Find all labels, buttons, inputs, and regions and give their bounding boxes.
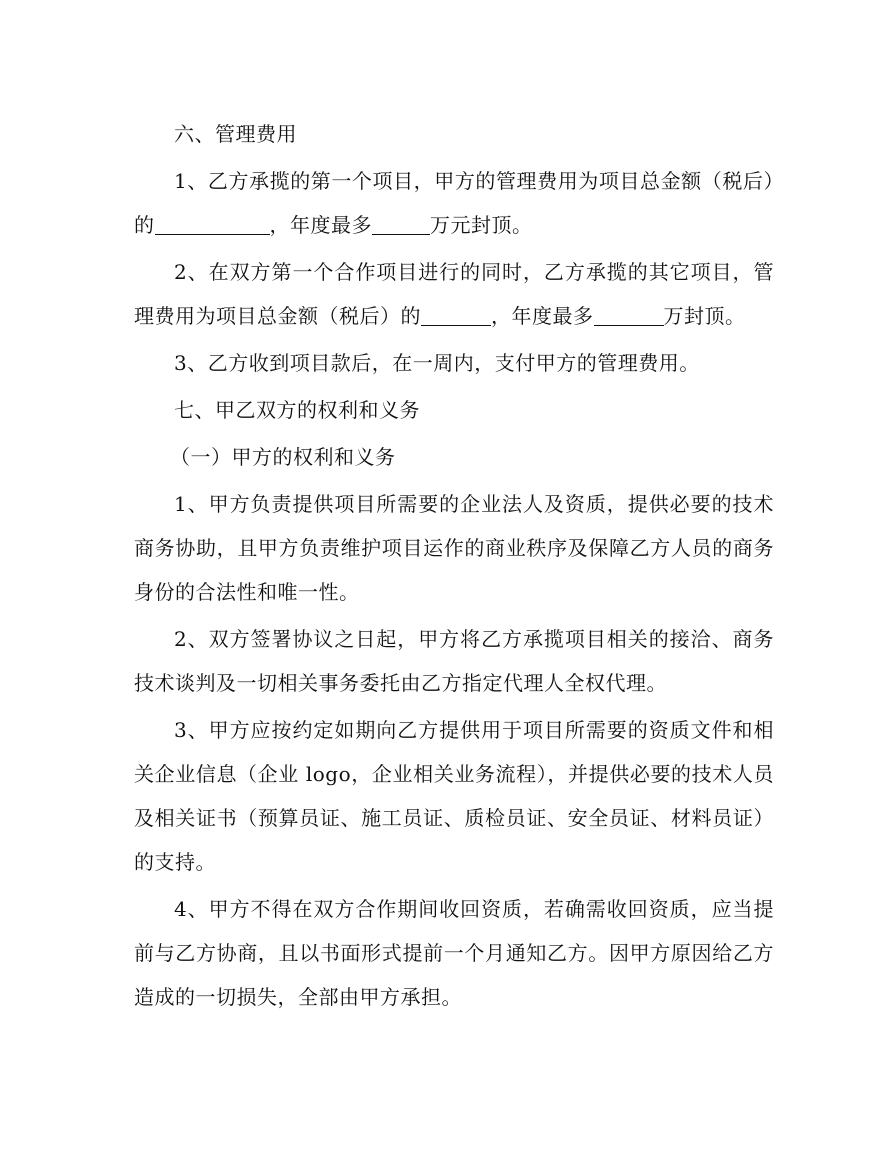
section-6-title: 六、管理费用 [174,122,297,146]
subsection-1-item-1: 1、甲方负责提供项目所需要的企业法人及资质，提供必要的技术商务协助，且甲方负责维护项目运作的商业秩序及保障乙方人员的商务身份的合法性和唯一性。 [134,492,774,604]
item-2-text-b: ，年度最多 [491,304,594,328]
subsection-1-item-4: 4、甲方不得在双方合作期间收回资质，若确需收回资质，应当提前与乙方协商，且以书面形式提前一个月通知乙方。因甲方原因给乙方造成的一切损失，全部由甲方承担。 [134,897,774,1009]
fill-blank-cap-1[interactable] [372,214,430,235]
section-6-item-3: 3、乙方收到项目款后，在一周内，支付甲方的管理费用。 [174,351,700,375]
fill-blank-rate-2[interactable] [421,305,491,326]
section-6-item-2 [134,250,774,338]
section-7-title: 七、甲乙双方的权利和义务 [174,398,420,422]
subsection-1-title: （一）甲方的权利和义务 [170,445,396,469]
section-6-item-1 [134,159,774,247]
fill-blank-rate-1[interactable] [155,214,270,235]
subsection-1-item-3: 3、甲方应按约定如期向乙方提供用于项目所需要的资质文件和相关企业信息（企业 logo，企业相关业务流程），并提供必要的技术人员及相关证书（预算员证、施工员证、质检员证、安全员证、材料员证）的支持。 [134,718,774,874]
document-page [134,112,774,1022]
item-1-text-b: ，年度最多 [269,213,372,237]
item-2-text-c: 万封顶。 [663,304,746,328]
item-1-text-c: 万元封顶。 [430,213,533,237]
item-2-text-a: 2、在双方第一个合作项目进行的同时，乙方承揽的其它项目，管理费用为项目总金额（税后）的 [134,260,774,328]
item-1-text-a: 1、乙方承揽的第一个项目，甲方的管理费用为项目总金额（税后）的 [134,169,774,237]
subsection-1-item-2: 2、双方签署协议之日起，甲方将乙方承揽项目相关的接洽、商务技术谈判及一切相关事务委托由乙方指定代理人全权代理。 [134,627,774,695]
fill-blank-cap-2[interactable] [594,305,664,326]
